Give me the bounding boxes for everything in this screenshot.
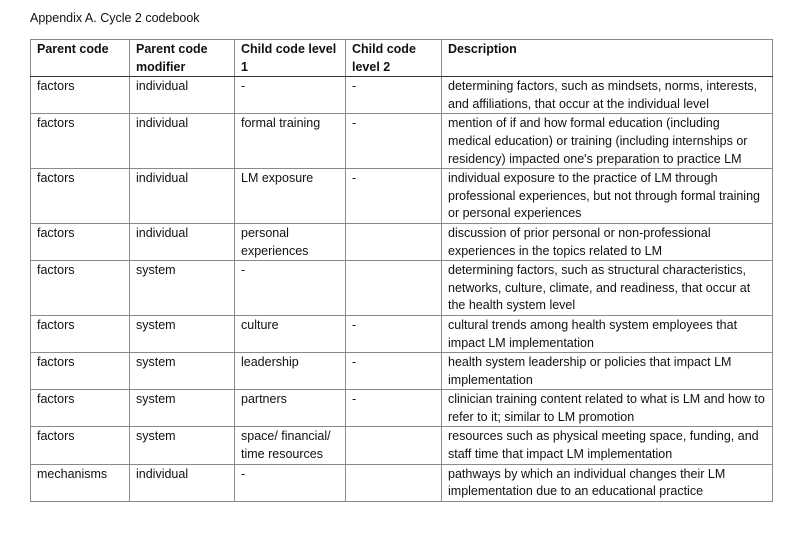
table-row (31, 427, 773, 464)
document-title: Appendix A. Cycle 2 codebook (30, 11, 200, 25)
codebook-table (30, 39, 773, 502)
cell-parent-code-modifier: individual (130, 223, 235, 260)
cell-parent-code: factors (31, 77, 130, 114)
table-row (31, 114, 773, 169)
cell-description: cultural trends among health system employees that impact LM implementation (442, 315, 773, 352)
cell-parent-code: factors (31, 390, 130, 427)
cell-child-code-level-2: - (346, 353, 442, 390)
header-parent-code: Parent code (31, 40, 130, 77)
cell-parent-code: factors (31, 261, 130, 316)
cell-child-code-level-2: - (346, 114, 442, 169)
cell-description: mention of if and how formal education (including medical education) or training (including internships or residency) impacted one's preparation to practice LM (442, 114, 773, 169)
cell-parent-code: mechanisms (31, 464, 130, 501)
cell-child-code-level-1: space/ financial/ time resources (235, 427, 346, 464)
table-row (31, 315, 773, 352)
cell-child-code-level-1: culture (235, 315, 346, 352)
cell-child-code-level-2: - (346, 390, 442, 427)
cell-child-code-level-1: - (235, 261, 346, 316)
cell-child-code-level-2: - (346, 77, 442, 114)
cell-description: clinician training content related to what is LM and how to refer to it; similar to LM promotion (442, 390, 773, 427)
cell-parent-code-modifier: individual (130, 169, 235, 224)
cell-parent-code: factors (31, 223, 130, 260)
cell-child-code-level-1: - (235, 77, 346, 114)
cell-child-code-level-2 (346, 427, 442, 464)
table-row (31, 223, 773, 260)
table-row (31, 390, 773, 427)
cell-parent-code-modifier: individual (130, 464, 235, 501)
cell-child-code-level-2: - (346, 169, 442, 224)
cell-child-code-level-2 (346, 223, 442, 260)
cell-child-code-level-1: personal experiences (235, 223, 346, 260)
header-description: Description (442, 40, 773, 77)
cell-child-code-level-2 (346, 261, 442, 316)
cell-description: determining factors, such as structural characteristics, networks, culture, climate, and readiness, that occur at the health system level (442, 261, 773, 316)
cell-description: pathways by which an individual changes their LM implementation due to an educational practice (442, 464, 773, 501)
cell-child-code-level-1: LM exposure (235, 169, 346, 224)
table-body (31, 77, 773, 502)
table-row (31, 77, 773, 114)
cell-parent-code: factors (31, 315, 130, 352)
header-parent-code-modifier: Parent code modifier (130, 40, 235, 77)
cell-parent-code: factors (31, 169, 130, 224)
cell-child-code-level-1: formal training (235, 114, 346, 169)
cell-description: health system leadership or policies that impact LM implementation (442, 353, 773, 390)
cell-parent-code: factors (31, 114, 130, 169)
table-row (31, 169, 773, 224)
cell-parent-code: factors (31, 353, 130, 390)
cell-parent-code-modifier: system (130, 261, 235, 316)
cell-child-code-level-1: - (235, 464, 346, 501)
cell-parent-code-modifier: system (130, 390, 235, 427)
cell-parent-code: factors (31, 427, 130, 464)
cell-description: determining factors, such as mindsets, norms, interests, and affiliations, that occur at the individual level (442, 77, 773, 114)
cell-child-code-level-1: partners (235, 390, 346, 427)
table-header-row (31, 40, 773, 77)
table-row (31, 353, 773, 390)
header-child-code-level-1: Child code level 1 (235, 40, 346, 77)
cell-parent-code-modifier: system (130, 427, 235, 464)
cell-parent-code-modifier: individual (130, 77, 235, 114)
cell-description: discussion of prior personal or non-professional experiences in the topics related to LM (442, 223, 773, 260)
cell-parent-code-modifier: system (130, 353, 235, 390)
cell-parent-code-modifier: system (130, 315, 235, 352)
cell-description: individual exposure to the practice of LM through professional experiences, but not through formal training or personal experiences (442, 169, 773, 224)
cell-child-code-level-1: leadership (235, 353, 346, 390)
cell-parent-code-modifier: individual (130, 114, 235, 169)
header-child-code-level-2: Child code level 2 (346, 40, 442, 77)
cell-child-code-level-2 (346, 464, 442, 501)
table-row (31, 464, 773, 501)
cell-child-code-level-2: - (346, 315, 442, 352)
table-row (31, 261, 773, 316)
cell-description: resources such as physical meeting space, funding, and staff time that impact LM implementation (442, 427, 773, 464)
